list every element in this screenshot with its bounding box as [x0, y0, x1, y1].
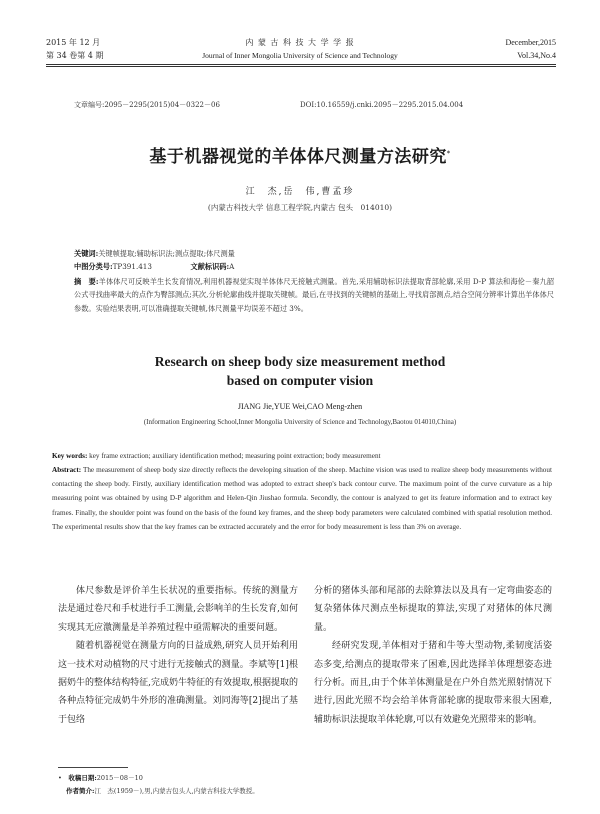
header-date-cn: 2015 年 12 月 — [46, 38, 101, 47]
authors-cn: 江 杰,岳 伟,曹孟珍 — [245, 187, 355, 197]
footnote-received — [58, 773, 143, 783]
body-paragraph: 随着机器视觉在测量方向的日益成熟,研究人员开始利用这一技术对动植物的尺寸进行无接触式的测量。李斌等[1]根据奶牛的整体结构特征,完成奶牛特征的有效提取,根据提取的各种点特征完成奶牛外形的准确测量。刘同海等[2]提出了基于包络 — [58, 641, 298, 725]
body-paragraph: 体尺参数是评价羊生长状况的重要指标。传统的测量方法是通过卷尺和手杖进行手工测量,会影响羊的生长发育,如何实现其无应激测量是羊养殖过程中亟需解决的重要问题。 — [58, 586, 298, 633]
body-paragraph: 经研究发现,羊体相对于猪和牛等大型动物,柔韧度活姿态多变,给测点的提取带来了困难,因此选择羊体理想姿态进行分析。而且,由于个体羊体测量是在户外自然光照射情况下进行,因此光照不均会给羊体背部轮廓的提取带来很大困难,辅助标识法提取羊体轮廓,可以有效避免光照带来的影响。 — [314, 641, 552, 725]
abstract-en-label: Abstract: — [52, 466, 82, 474]
keywords-en-label: Key words: — [52, 452, 88, 460]
received-date: 2015－08－10 — [96, 774, 143, 782]
title-cn — [0, 142, 600, 167]
abstract-cn — [74, 275, 554, 315]
authors-en: JIANG Jie,YUE Wei,CAO Meng-zhen — [237, 402, 363, 411]
body-column-right — [314, 582, 552, 729]
author-info-label: 作者简介: — [66, 787, 95, 795]
header-date-en: December,2015 — [505, 38, 556, 47]
keywords-en-text: key frame extraction; auxiliary identification method; measuring point extraction; body measurement — [89, 452, 381, 460]
header-rule-2 — [46, 66, 556, 67]
doc-code-value: A — [229, 262, 235, 271]
body-paragraph: 分析的猪体头部和尾部的去除算法以及具有一定弯曲姿态的复杂猪体体尺测点坐标提取的算法,实现了对猪体的体尺测量。 — [314, 586, 552, 633]
abstract-cn-label: 摘 要: — [74, 277, 99, 286]
article-number: 文章编号:2095－2295(2015)04－0322－06 — [74, 101, 220, 109]
footnote-author — [66, 786, 259, 796]
keywords-cn-text: 关键帧提取;辅助标识法;测点提取;体尺测量 — [98, 249, 235, 258]
body-column-left — [58, 582, 298, 729]
affiliation-cn: (内蒙古科技大学 信息工程学院,内蒙古 包头 014010) — [207, 203, 393, 212]
footnote-rule — [58, 767, 128, 768]
abstract-en — [52, 463, 552, 534]
title-en-line1: Research on sheep body size measurement method — [154, 354, 446, 369]
classification-line — [74, 261, 234, 273]
header-rule — [46, 64, 556, 65]
abstract-en-text: The measurement of sheep body size directly reflects the developing situation of the sheep. Machine vision was used to realize sheep body measurements without contacting the sheep body. Firstly, auxiliary identification method was adopted to extract sheep's back contour curve. The maximum point of the curve curvature as a hip measuring point was obtained by using D-P algorithm and Helen-Qin Jiushao formula. Secondly, the contour is analyzed to get its feature information and to extract key frames. Finally, the shoulder point was found on the basis of the found key frames, and the sheep body parameters were calculated combined with spatial resolution method. The experimental results show that the key frames can be extracted accurately and the error for body measurement is less than 3% on average. — [52, 466, 552, 531]
clc-value: TP391.413 — [112, 262, 152, 271]
doi: DOI:10.16559/j.cnki.2095－2295.2015.04.004 — [300, 101, 464, 109]
footnote-bullet: • — [58, 774, 69, 782]
keywords-cn — [74, 248, 235, 260]
header-volume-cn: 第 34 卷第 4 期 — [46, 51, 104, 60]
title-footnote-mark: * — [446, 150, 451, 158]
journal-name-cn: 内 蒙 古 科 技 大 学 学 报 — [245, 38, 355, 47]
journal-name-en: Journal of Inner Mongolia University of Science and Technology — [202, 51, 398, 60]
author-info: 江 杰(1959－),男,内蒙古包头人,内蒙古科技大学教授。 — [94, 787, 259, 795]
affiliation-en: (Information Engineering School,Inner Mongolia University of Science and Technology,Baotou 014010,China) — [143, 418, 457, 426]
header-volume-en: Vol.34,No.4 — [517, 51, 556, 60]
clc-label: 中图分类号: — [74, 262, 113, 271]
received-label: 收稿日期: — [68, 774, 97, 782]
doc-code-label: 文献标识码: — [190, 262, 230, 271]
keywords-cn-label: 关键词: — [74, 249, 99, 258]
abstract-cn-text: 羊体体尺可反映羊生长发育情况,利用机器视觉实现羊体体尺无接触式测量。首先,采用辅助标识法提取背部轮廓,采用 D-P 算法和海伦－秦九韶公式寻找曲率最大的点作为臀部测点;其次,分析轮廓曲线并提取关键帧。最后,在寻找到的关键帧的基础上,寻找肩部测点,结合空间分辨率计算出羊体体尺参数。实验结果表明,可以准确提取关键帧,体尺测量平均误差不超过 3%。 — [74, 277, 555, 313]
keywords-en — [52, 449, 552, 463]
title-cn-text: 基于机器视觉的羊体体尺测量方法研究 — [149, 147, 447, 167]
title-en-line2: based on computer vision — [226, 373, 374, 388]
